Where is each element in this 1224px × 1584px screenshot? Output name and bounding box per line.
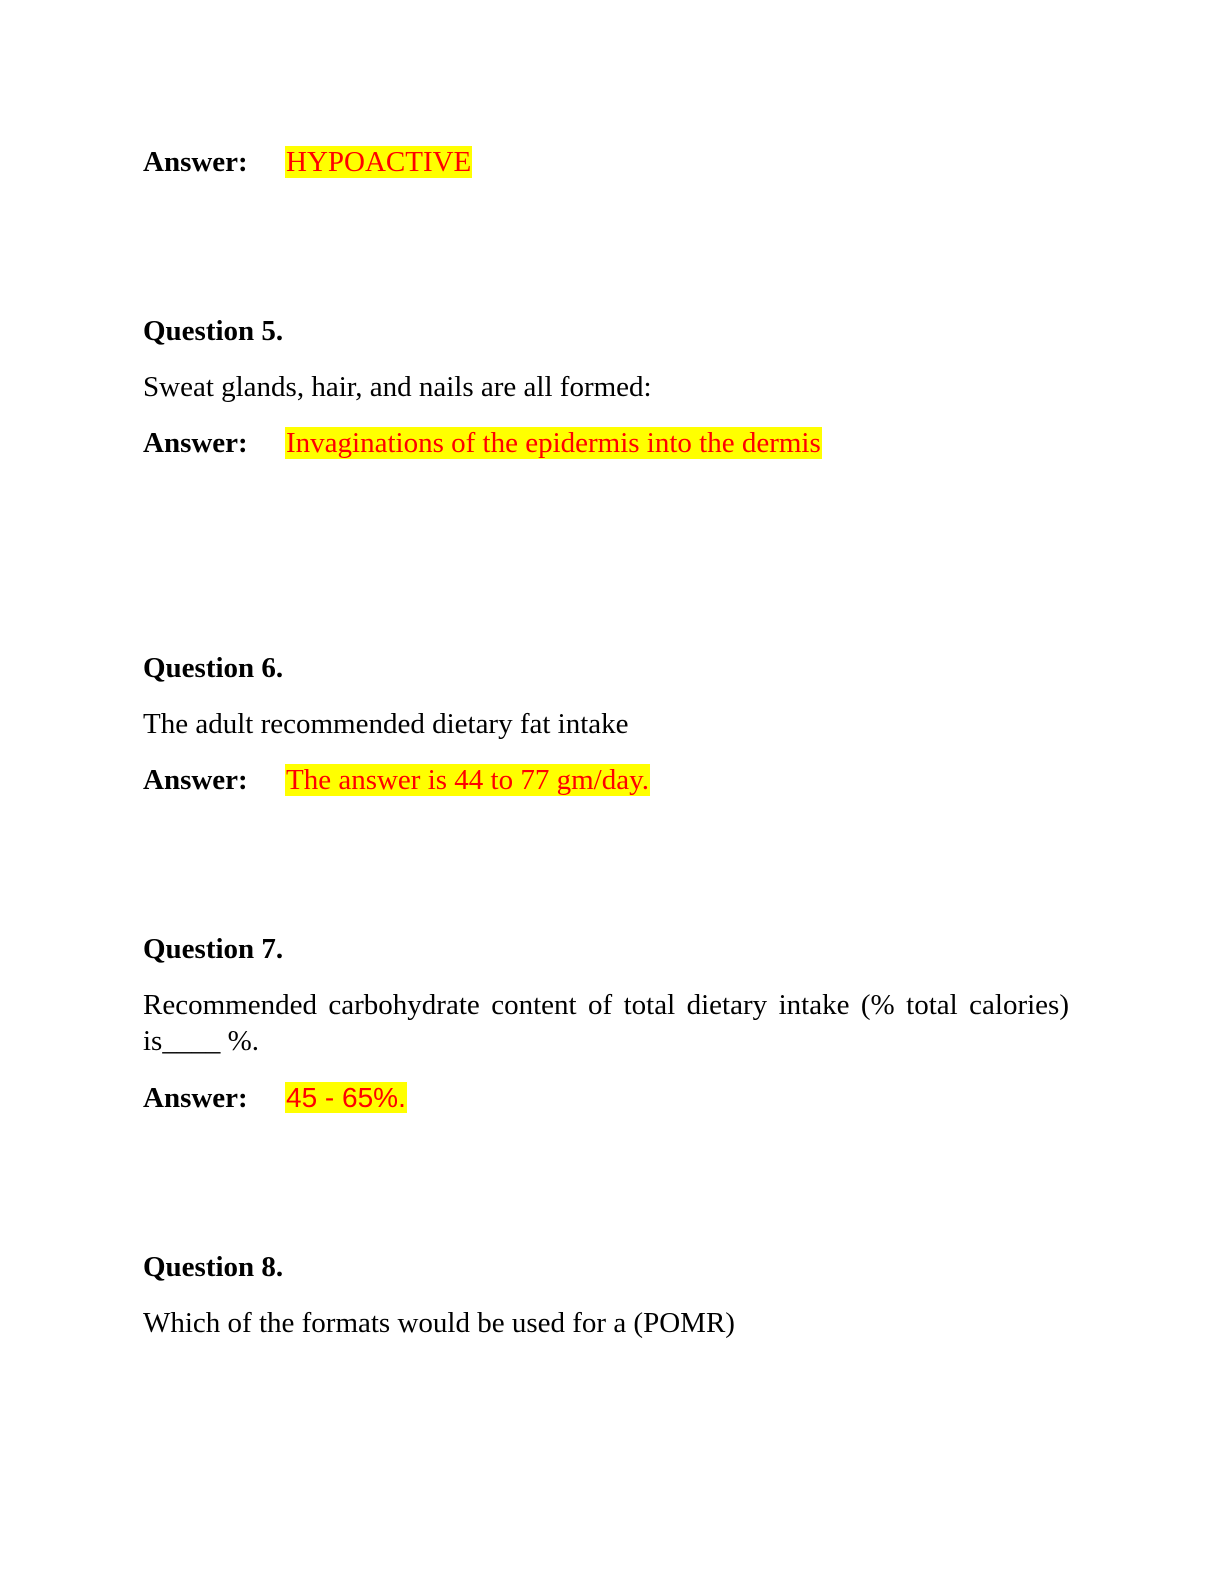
- answer-text: The answer is 44 to 77 gm/day.: [286, 764, 649, 796]
- answer-row: [143, 762, 1069, 798]
- answer-row: [143, 1080, 1069, 1116]
- question-label: Question 5.: [143, 315, 284, 347]
- answer-row: [143, 144, 1069, 180]
- answer-text: HYPOACTIVE: [286, 146, 472, 178]
- answer-text: Invaginations of the epidermis into the dermis: [286, 427, 821, 459]
- answer-label: Answer:: [143, 764, 248, 796]
- question-text: The adult recommended dietary fat intake: [143, 708, 629, 740]
- question-text: Sweat glands, hair, and nails are all formed:: [143, 371, 652, 403]
- answer-label: Answer:: [143, 146, 248, 178]
- question-text: Recommended carbohydrate content of total dietary intake (% total calories) is____ %.: [143, 989, 1069, 1057]
- question-label: Question 7.: [143, 933, 284, 965]
- answer-label: Answer:: [143, 427, 248, 459]
- answer-label: Answer:: [143, 1082, 248, 1114]
- question-label: Question 6.: [143, 652, 284, 684]
- answer-row: [143, 425, 1069, 461]
- question-text: Which of the formats would be used for a (POMR): [143, 1307, 735, 1339]
- answer-text: 45 - 65%.: [286, 1082, 406, 1113]
- question-label: Question 8.: [143, 1251, 284, 1283]
